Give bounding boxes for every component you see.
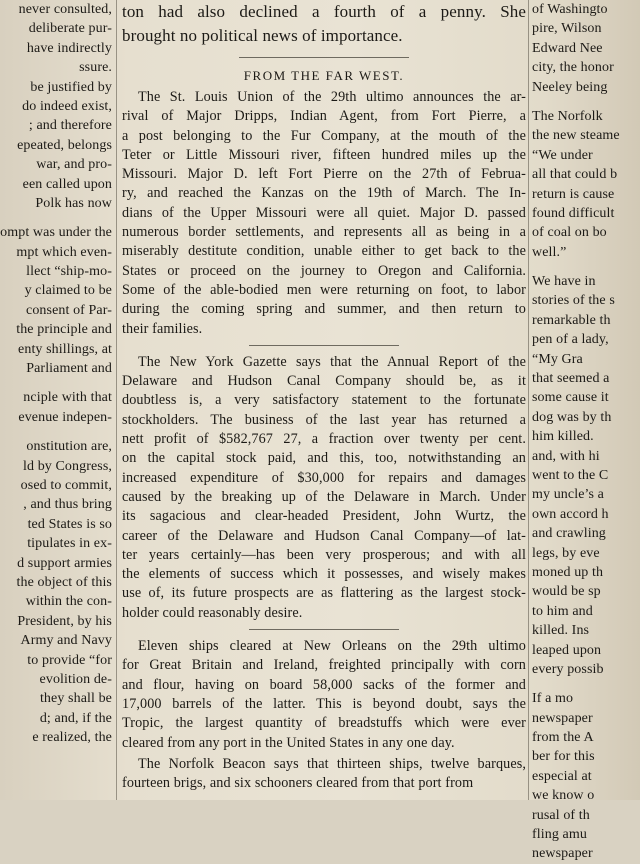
left-column-line: Parliament and <box>26 361 112 377</box>
left-column-line: llect “ship-mo- <box>26 264 112 280</box>
article-divider <box>239 57 409 58</box>
right-column-line: legs, by eve <box>532 545 600 561</box>
right-column-line: from the A <box>532 730 594 746</box>
right-column-line: newspaper <box>532 846 593 862</box>
article-line: ter years certainly—has been very prosperous; and with all <box>122 546 526 563</box>
right-column-line: newspaper <box>532 710 593 726</box>
left-column-line: have indirectly <box>26 40 112 56</box>
left-column-line: the principle and <box>16 322 112 338</box>
top-line: brought no political news of importance. <box>122 26 403 45</box>
article-line: The Norfolk Beacon says that thirteen ships, twelve barques, <box>138 755 526 772</box>
article-line: The New York Gazette says that the Annual Report of the <box>138 353 526 370</box>
article-line: dians of the Upper Missouri were all quiet. Major D. passed <box>122 204 526 221</box>
left-column-line: e realized, the <box>32 730 112 746</box>
left-column-line: ted States is so <box>27 516 112 532</box>
right-column-line: we know o <box>532 788 595 804</box>
left-column-line <box>0 427 112 437</box>
right-column-line: that seemed a <box>532 371 610 387</box>
right-column-line: my uncle’s a <box>532 487 604 503</box>
article-line: on the capital stock paid, and this, too, notwithstanding an <box>122 450 526 467</box>
left-column-line: be justified by <box>30 79 112 95</box>
article-line: their families. <box>122 320 203 337</box>
right-column-line: him killed. <box>532 429 594 445</box>
article-line: The St. Louis Union of the 29th ultimo announces the ar- <box>138 89 526 105</box>
right-column-line: city, the honor <box>532 60 614 76</box>
left-column-line: nciple with that <box>23 390 112 406</box>
right-column-line: some cause it <box>532 390 609 406</box>
section-heading: FROM THE FAR WEST. <box>243 68 405 83</box>
left-column-line: Polk has now <box>35 195 112 211</box>
article-line: caused by the breaking up of the Delaware in March. Under <box>122 488 526 505</box>
left-column-line: to provide “for <box>27 652 112 668</box>
left-column-line: y claimed to be <box>24 283 112 299</box>
left-column-line: Army and Navy <box>20 633 112 649</box>
article-line: career of the Delaware and Hudson Canal Company—of lat- <box>122 527 526 544</box>
right-column-line: killed. Ins <box>532 623 590 639</box>
left-column-line: evenue indepen- <box>18 409 112 425</box>
left-column-line: d support armies <box>17 555 112 571</box>
right-column-line: stories of the s <box>532 293 615 309</box>
left-column-line: ompt was under the <box>0 225 112 241</box>
article-line: Delaware and Hudson Canal Company should be, as it <box>122 373 526 390</box>
article-line: use of, its future prospects are as flattering as the largest stock- <box>122 585 526 602</box>
left-column-line: evolition de- <box>39 671 112 687</box>
right-column-line: remarkable th <box>532 312 611 328</box>
article-line: miserably destitute condition, unable either to get back to the <box>122 243 526 260</box>
article-far-west <box>122 88 526 339</box>
article-line: rival of Major Dripps, Indian Agent, from Fort Pierre, a <box>122 108 526 125</box>
article-canal-company <box>122 353 526 623</box>
left-column-line: onstitution are, <box>26 439 112 455</box>
left-column-line <box>0 378 112 388</box>
article-line: Tropic, the largest quantity of breadstuffs which were ever <box>122 715 526 732</box>
article-line: for Great Britain and Ireland, freighted principally with corn <box>122 657 526 674</box>
article-line: numerous border settlements, and represents all as being in a <box>122 224 526 241</box>
right-column-line: every possib <box>532 661 604 677</box>
article-line: ry, and reached the Kanzas on the 19th of March. The In- <box>122 185 526 202</box>
right-column-line: If a mo <box>532 691 574 707</box>
right-column-line: rusal of th <box>532 807 590 823</box>
article-line: its sagacious and clear-headed President, John Wurtz, the <box>122 508 526 525</box>
left-column-line: tipulates in ex- <box>27 536 112 552</box>
column-rule-right <box>528 0 529 800</box>
left-column-line: deliberate pur- <box>28 21 112 37</box>
left-column-line: they shall be <box>39 691 112 707</box>
left-column-line: do indeed exist, <box>22 98 112 114</box>
right-column-line: would be sp <box>532 584 601 600</box>
left-column-line: never consulted, <box>18 2 112 17</box>
article-norfolk-beacon <box>122 755 526 794</box>
previous-article-end <box>122 0 526 48</box>
right-column-line: well.” <box>532 244 567 260</box>
left-column-line: mpt which even- <box>16 244 112 260</box>
article-line: increased expenditure of $30,000 for repairs and damages <box>122 469 526 486</box>
right-column-line: especial at <box>532 768 592 784</box>
right-column-line: and, with hi <box>532 448 600 464</box>
right-column-line: fling amu <box>532 827 587 843</box>
article-line: stockholders. The business of the last year has returned a <box>122 411 526 428</box>
article-line: the elements of success which it possesses, and wisely makes <box>122 566 526 583</box>
right-column-line: of coal on bo <box>532 225 607 241</box>
article-line: during the coming spring and summer, and then return to <box>122 301 526 318</box>
article-divider <box>249 629 399 630</box>
left-column-line: President, by his <box>17 613 112 629</box>
right-column-line: return is cause <box>532 186 615 202</box>
right-column-line: “We under <box>532 147 593 163</box>
article-line: a post belonging to the Fur Company, at the mouth of the <box>122 127 526 144</box>
right-column-line: The Norfolk <box>532 108 603 124</box>
left-column-line: ssure. <box>79 60 112 76</box>
left-column-line: within the con- <box>25 594 112 610</box>
left-column-line: consent of Par- <box>26 302 112 318</box>
left-column-line: enty shillings, at <box>18 341 112 357</box>
left-column-line: epeated, belongs <box>17 137 112 153</box>
column-rule-left <box>116 0 117 800</box>
right-column-line: leaped upon <box>532 642 602 658</box>
left-column-line <box>0 213 112 223</box>
article-line: holder could reasonably desire. <box>122 604 303 621</box>
right-column-line: of Washingto <box>532 2 608 17</box>
left-column <box>0 0 112 800</box>
article-line: fourteen brigs, and six schooners cleared from that port from <box>122 775 474 792</box>
right-column-line <box>532 97 640 107</box>
right-column-line: went to the C <box>532 467 609 483</box>
article-line: Some of the able-bodied men were returning on foot, to labor <box>122 281 526 298</box>
article-line: and flour, having on board 58,000 sacks of the former and <box>122 676 526 693</box>
right-column-line: to him and <box>532 603 593 619</box>
article-line: Teter or Little Missouri river, fifteen hundred miles up the <box>122 146 526 163</box>
article-line: Eleven ships cleared at New Orleans on the 29th ultimo <box>138 638 526 655</box>
article-line: 17,000 barrels of the latter. This is beyond doubt, says the <box>122 695 526 712</box>
left-column-line: the object of this <box>16 574 112 590</box>
left-column-line: d; and, if the <box>39 710 112 726</box>
right-column-line: pire, Wilson <box>532 21 602 37</box>
article-line: doubtless is, a very satisfactory statement to the fortunate <box>122 392 526 409</box>
main-column <box>122 0 526 800</box>
article-line: Missouri. Major D. left Fort Pierre on the 27th of Februa- <box>122 166 526 183</box>
right-column-line: and crawling <box>532 526 606 542</box>
top-line: ton had also declined a fourth of a penny. She <box>122 2 526 21</box>
left-column-line: osed to commit, <box>20 477 112 493</box>
right-column-line: “My Gra <box>532 351 583 367</box>
right-column-line: ber for this <box>532 749 595 765</box>
right-column-line: moned up th <box>532 564 604 580</box>
left-column-line: , and thus bring <box>23 497 112 513</box>
right-column-line: found difficult <box>532 205 615 221</box>
right-column <box>532 0 640 862</box>
article-line: nett profit of $582,767 27, a fraction over twenty per cent. <box>122 431 526 448</box>
left-column-line: een called upon <box>22 176 112 192</box>
left-column-line: ; and therefore <box>28 118 112 134</box>
right-column-line: dog was by th <box>532 409 612 425</box>
right-column-line: all that could b <box>532 167 618 183</box>
right-column-line: own accord h <box>532 506 609 522</box>
article-line: cleared from any port in the United States in any one day. <box>122 734 455 751</box>
left-column-line: ld by Congress, <box>23 458 112 474</box>
right-column-line: We have in <box>532 274 596 290</box>
right-column-line: the new steame <box>532 128 620 144</box>
right-column-line: Neeley being <box>532 79 608 95</box>
article-new-orleans-ships <box>122 637 526 753</box>
right-column-line <box>532 679 640 689</box>
right-column-line: Edward Nee <box>532 40 603 56</box>
article-line: States or proceed on the journey to Oregon and California. <box>122 262 526 279</box>
right-column-line <box>532 262 640 272</box>
right-column-line: pen of a lady, <box>532 332 609 348</box>
left-column-line: war, and pro- <box>36 157 112 173</box>
article-divider <box>249 345 399 346</box>
